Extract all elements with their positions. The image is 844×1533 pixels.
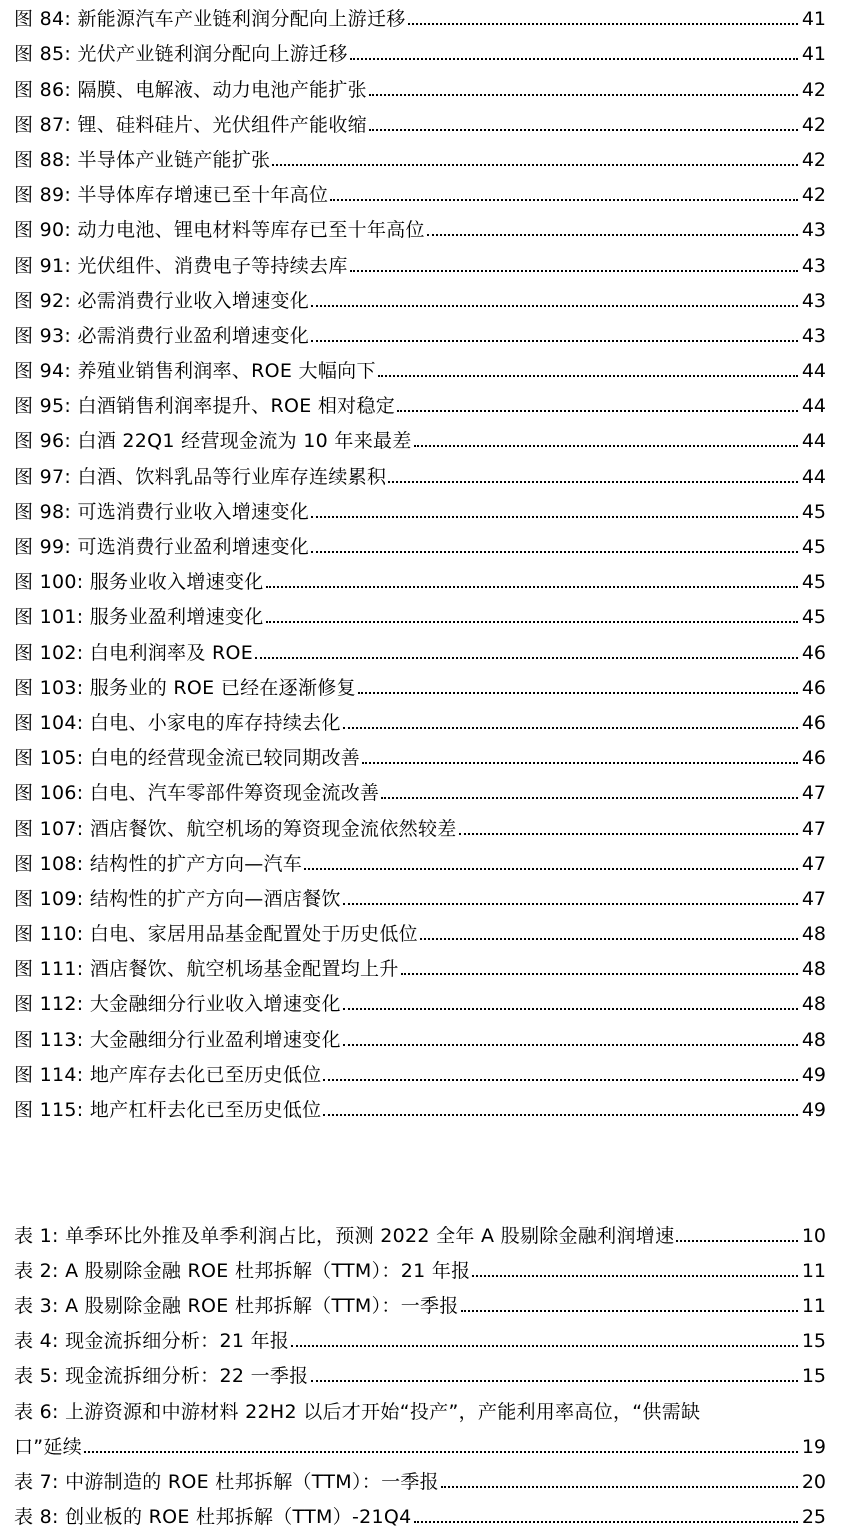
dot-leader	[420, 938, 798, 940]
toc-entry-title: 图 84: 新能源汽车产业链利润分配向上游迁移	[14, 8, 406, 31]
toc-entry[interactable]	[14, 774, 826, 809]
toc-page-number: 11	[801, 1260, 826, 1283]
dot-leader	[84, 1451, 798, 1453]
toc-entry[interactable]	[14, 1322, 826, 1357]
toc-page-number: 19	[801, 1435, 826, 1458]
toc-entry[interactable]	[14, 246, 826, 281]
dot-leader	[272, 164, 798, 166]
toc-entry-title: 图 104: 白电、小家电的库存持续去化	[14, 711, 341, 734]
toc-page-number: 42	[801, 78, 826, 101]
toc-entry[interactable]	[14, 141, 826, 176]
toc-entry-title: 图 107: 酒店餐饮、航空机场的筹资现金流依然较差	[14, 817, 457, 840]
toc-entry-title: 表 5: 现金流拆细分析：22 一季报	[14, 1365, 309, 1388]
toc-entry-title: 图 98: 可选消费行业收入增速变化	[14, 500, 310, 523]
toc-entry[interactable]	[14, 176, 826, 211]
toc-entry[interactable]	[14, 1056, 826, 1091]
toc-entry-title: 图 87: 锂、硅料硅片、光伏组件产能收缩	[14, 113, 367, 136]
dot-leader	[461, 1310, 798, 1312]
toc-page-number: 42	[801, 148, 826, 171]
toc-page-number: 43	[801, 289, 826, 312]
dot-leader	[459, 833, 798, 835]
toc-page-number: 46	[801, 641, 826, 664]
toc-entry[interactable]	[14, 211, 826, 246]
toc-entry[interactable]	[14, 563, 826, 598]
dot-leader	[358, 692, 798, 694]
dot-leader	[266, 621, 798, 623]
toc-entry[interactable]	[14, 282, 826, 317]
toc-page-number: 15	[801, 1330, 826, 1353]
toc-entry-title: 图 97: 白酒、饮料乳品等行业库存连续累积	[14, 465, 387, 488]
dot-leader	[369, 94, 798, 96]
toc-entry-title: 图 86: 隔膜、电解液、动力电池产能扩张	[14, 78, 367, 101]
dot-leader	[472, 1275, 798, 1277]
toc-page-number: 43	[801, 254, 826, 277]
toc-entry-title: 图 101: 服务业盈利增速变化	[14, 606, 264, 629]
toc-page-number: 15	[801, 1365, 826, 1388]
toc-entry-title: 图 94: 养殖业销售利润率、ROE 大幅向下	[14, 360, 376, 383]
dot-leader	[343, 1008, 798, 1010]
toc-page-number: 45	[801, 500, 826, 523]
toc-entry[interactable]	[14, 1091, 826, 1126]
toc-entry-title: 表 3: A 股剔除金融 ROE 杜邦拆解（TTM）：一季报	[14, 1295, 459, 1318]
dot-leader	[311, 516, 798, 518]
toc-page-number: 44	[801, 430, 826, 453]
dot-leader	[311, 340, 798, 342]
toc-page-number: 44	[801, 360, 826, 383]
dot-leader	[401, 973, 798, 975]
dot-leader	[414, 1521, 798, 1523]
toc-entry-title: 表 4: 现金流拆细分析：21 年报	[14, 1330, 290, 1353]
table-list	[14, 1217, 826, 1533]
toc-entry[interactable]	[14, 1463, 826, 1498]
toc-page-number: 47	[801, 782, 826, 805]
toc-entry-title: 图 100: 服务业收入增速变化	[14, 571, 264, 594]
toc-entry[interactable]	[14, 1252, 826, 1287]
toc-entry-title: 图 109: 结构性的扩产方向—酒店餐饮	[14, 887, 341, 910]
toc-page-number: 42	[801, 113, 826, 136]
dot-leader	[397, 410, 798, 412]
toc-page-number: 43	[801, 324, 826, 347]
toc-page-number: 48	[801, 923, 826, 946]
toc-entry-title: 图 99: 可选消费行业盈利增速变化	[14, 536, 310, 558]
toc-entry-title: 图 89: 半导体库存增速已至十年高位	[14, 184, 329, 207]
dot-leader	[266, 586, 798, 588]
toc-page-number: 42	[801, 184, 826, 207]
toc-entry[interactable]	[14, 633, 826, 668]
dot-leader	[343, 727, 798, 729]
toc-entry-title: 图 111: 酒店餐饮、航空机场基金配置均上升	[14, 958, 399, 981]
toc-page-number: 11	[801, 1295, 826, 1318]
figure-list	[14, 0, 826, 1126]
toc-entry-title: 表 7: 中游制造的 ROE 杜邦拆解（TTM）：一季报	[14, 1470, 439, 1493]
dot-leader	[311, 1380, 799, 1382]
toc-page-number: 46	[801, 711, 826, 734]
toc-page-number: 43	[801, 219, 826, 242]
toc-entry-title: 图 106: 白电、汽车零部件筹资现金流改善	[14, 782, 380, 805]
toc-entry[interactable]	[14, 317, 826, 352]
toc-entry-title: 图 110: 白电、家居用品基金配置处于历史低位	[14, 923, 418, 946]
toc-page-number: 49	[801, 1063, 826, 1086]
toc-page-number: 44	[801, 465, 826, 488]
toc-page-number: 41	[801, 43, 826, 66]
dot-leader	[414, 445, 798, 447]
toc-page-number: 48	[801, 958, 826, 981]
toc-page-number: 45	[801, 606, 826, 629]
toc-page-number: 47	[801, 887, 826, 910]
toc-page-number: 48	[801, 993, 826, 1016]
dot-leader	[311, 305, 798, 307]
toc-entry[interactable]	[14, 422, 826, 457]
toc-entry-title: 图 88: 半导体产业链产能扩张	[14, 148, 271, 171]
toc-entry[interactable]	[14, 845, 826, 880]
toc-entry[interactable]	[14, 1020, 826, 1055]
dot-leader	[291, 1345, 798, 1347]
toc-entry-title-continued: 口”延续	[14, 1435, 83, 1458]
dot-leader	[362, 762, 798, 764]
toc-entry-title: 图 102: 白电利润率及 ROE	[14, 641, 254, 664]
dot-leader	[408, 23, 798, 25]
toc-entry[interactable]	[14, 106, 826, 141]
toc-entry-title: 图 93: 必需消费行业盈利增速变化	[14, 324, 310, 347]
toc-entry-title: 图 113: 大金融细分行业盈利增速变化	[14, 1028, 341, 1051]
toc-entry-title: 图 108: 结构性的扩产方向—汽车	[14, 852, 303, 875]
toc-entry[interactable]	[14, 704, 826, 739]
toc-entry-title: 图 112: 大金融细分行业收入增速变化	[14, 993, 341, 1016]
dot-leader	[330, 199, 798, 201]
toc-entry[interactable]	[14, 809, 826, 844]
toc-page-number: 45	[801, 571, 826, 594]
toc-entry[interactable]	[14, 1287, 826, 1322]
toc-entry[interactable]	[14, 1498, 826, 1533]
toc-entry-title: 图 95: 白酒销售利润率提升、ROE 相对稳定	[14, 395, 396, 418]
toc-page-number: 47	[801, 852, 826, 875]
toc-entry-title: 图 91: 光伏组件、消费电子等持续去库	[14, 254, 348, 277]
toc-entry-title: 表 1: 单季环比外推及单季利润占比，预测 2022 全年 A 股剔除金融利润增速	[14, 1225, 675, 1248]
toc-entry-title: 图 92: 必需消费行业收入增速变化	[14, 289, 310, 312]
toc-page-number: 46	[801, 747, 826, 770]
dot-leader	[343, 1044, 798, 1046]
toc-entry[interactable]	[14, 915, 826, 950]
toc-entry[interactable]	[14, 493, 826, 528]
dot-leader	[311, 551, 798, 553]
toc-entry-title: 表 8: 创业板的 ROE 杜邦拆解（TTM）-21Q4	[14, 1505, 412, 1528]
dot-leader	[388, 481, 798, 483]
toc-page-number: 45	[801, 536, 826, 558]
toc-entry-continuation[interactable]	[14, 1428, 826, 1463]
dot-leader	[323, 1079, 798, 1081]
dot-leader	[304, 868, 798, 870]
dot-leader	[441, 1486, 798, 1488]
toc-entry-title: 图 105: 白电的经营现金流已较同期改善	[14, 747, 361, 770]
dot-leader	[323, 1114, 798, 1116]
toc-entry-title: 图 114: 地产库存去化已至历史低位	[14, 1063, 322, 1086]
toc-entry[interactable]	[14, 352, 826, 387]
dot-leader	[369, 129, 798, 131]
toc-page-number: 48	[801, 1028, 826, 1051]
toc-entry-title: 图 85: 光伏产业链利润分配向上游迁移	[14, 43, 348, 66]
toc-page-number: 41	[801, 8, 826, 31]
dot-leader	[381, 797, 798, 799]
toc-entry[interactable]	[14, 598, 826, 633]
dot-leader	[343, 903, 798, 905]
toc-entry[interactable]	[14, 35, 826, 70]
toc-entry[interactable]	[14, 950, 826, 985]
toc-entry[interactable]	[14, 70, 826, 105]
toc-entry[interactable]	[14, 1392, 826, 1427]
toc-entry[interactable]	[14, 985, 826, 1020]
toc-page-number: 47	[801, 817, 826, 840]
toc-page-number: 44	[801, 395, 826, 418]
toc-entry[interactable]	[14, 1357, 826, 1392]
toc-entry[interactable]	[14, 669, 826, 704]
toc-entry[interactable]	[14, 387, 826, 422]
toc-entry-title: 图 90: 动力电池、锂电材料等库存已至十年高位	[14, 219, 425, 242]
dot-leader	[378, 375, 798, 377]
toc-entry[interactable]	[14, 1217, 826, 1252]
toc-entry-title: 图 96: 白酒 22Q1 经营现金流为 10 年来最差	[14, 430, 412, 453]
dot-leader	[255, 657, 798, 659]
dot-leader	[676, 1240, 798, 1242]
toc-page-number: 20	[801, 1470, 826, 1493]
toc-entry-title: 图 115: 地产杠杆去化已至历史低位	[14, 1099, 322, 1121]
toc-page-number: 46	[801, 676, 826, 699]
dot-leader	[350, 270, 798, 272]
toc-entry[interactable]	[14, 528, 826, 563]
toc-entry[interactable]	[14, 0, 826, 35]
toc-entry-title: 表 2: A 股剔除金融 ROE 杜邦拆解（TTM）：21 年报	[14, 1260, 471, 1283]
toc-entry[interactable]	[14, 457, 826, 492]
toc-page-number: 25	[801, 1505, 826, 1528]
toc-entry-title: 图 103: 服务业的 ROE 已经在逐渐修复	[14, 676, 356, 699]
toc-entry-title: 表 6: 上游资源和中游材料 22H2 以后才开始“投产”，产能利用率高位，“供需缺	[14, 1400, 701, 1423]
dot-leader	[350, 58, 798, 60]
dot-leader	[427, 234, 798, 236]
toc-page-number: 49	[801, 1099, 826, 1121]
toc-page-number: 10	[801, 1225, 826, 1248]
toc-entry[interactable]	[14, 880, 826, 915]
toc-entry[interactable]	[14, 739, 826, 774]
